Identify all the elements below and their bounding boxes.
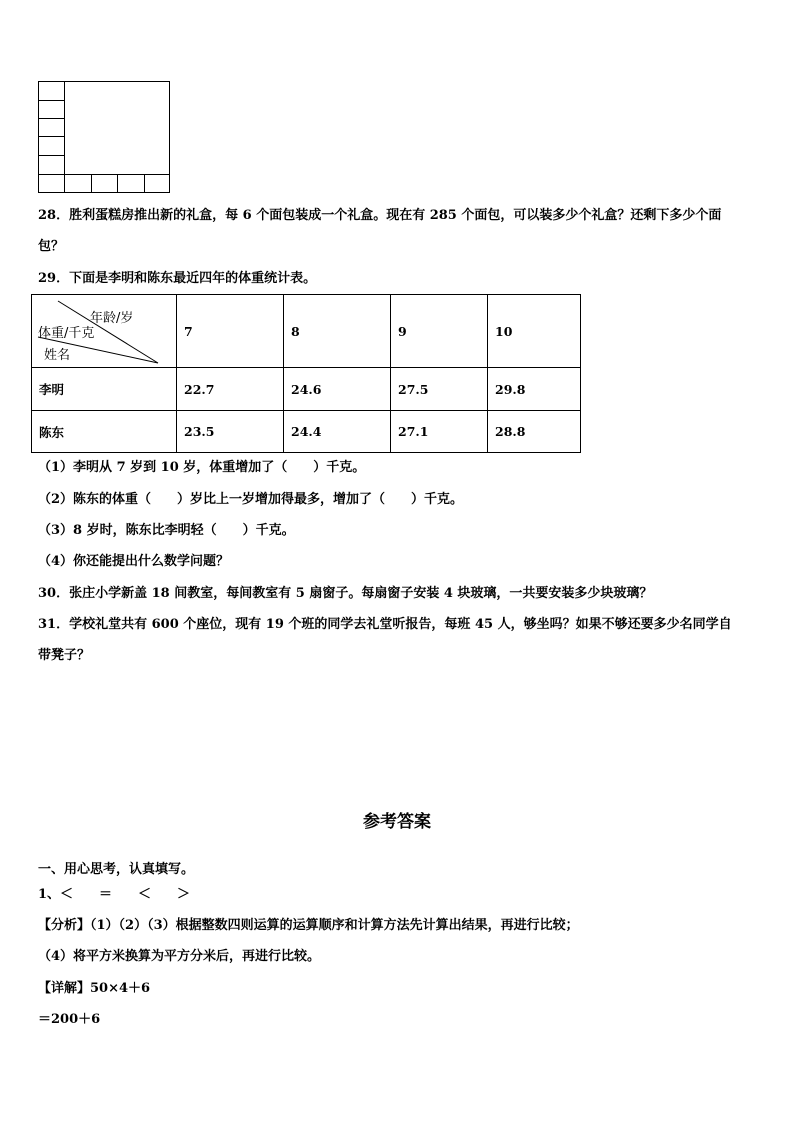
grid-line xyxy=(39,100,64,101)
grid-line xyxy=(39,174,170,175)
diagonal-header-cell xyxy=(32,295,177,368)
table-cell: 27.5 xyxy=(391,368,488,411)
question-31-line-1: 31．学校礼堂共有 600 个座位，现有 19 个班的同学去礼堂听报告，每班 45 人，够坐吗？如果不够还要多少名同学自 xyxy=(38,617,732,632)
grid-line xyxy=(64,82,65,193)
grid-figure xyxy=(38,81,170,193)
age-header-cell: 9 xyxy=(391,295,488,368)
answer-analysis-1: 【分析】（1）（2）（3）根据整数四则运算的运算顺序和计算方法先计算出结果，再进行比较； xyxy=(38,918,579,933)
answer-1: 1、＜ ＝ ＜ ＞ xyxy=(38,887,191,902)
question-28-line-2: 包？ xyxy=(38,239,65,254)
table-cell: 22.7 xyxy=(177,368,284,411)
table-row xyxy=(32,368,581,411)
question-29-sub-3: （3）8 岁时，陈东比李明轻（ ）千克。 xyxy=(38,523,295,538)
answer-detail: 【详解】50×4＋6 xyxy=(38,981,151,996)
grid-line xyxy=(39,155,64,156)
question-29-intro: 29．下面是李明和陈东最近四年的体重统计表。 xyxy=(38,271,317,286)
question-29-sub-2: （2）陈东的体重（ ）岁比上一岁增加得最多，增加了（ ）千克。 xyxy=(38,492,464,507)
age-header-cell: 7 xyxy=(177,295,284,368)
answer-analysis-2: （4）将平方米换算为平方分米后，再进行比较。 xyxy=(38,949,321,964)
header-weight-label: 体重/千克 xyxy=(38,326,95,341)
table-cell: 28.8 xyxy=(488,411,581,453)
grid-line xyxy=(117,174,118,193)
answer-step: ＝200＋6 xyxy=(38,1012,101,1027)
answers-title: 参考答案 xyxy=(363,812,431,832)
question-29-sub-1: （1）李明从 7 岁到 10 岁，体重增加了（ ）千克。 xyxy=(38,460,366,475)
age-header-cell: 10 xyxy=(488,295,581,368)
table-cell: 24.6 xyxy=(284,368,391,411)
row-name-cell: 陈东 xyxy=(32,411,177,453)
header-age-label: 年龄/岁 xyxy=(90,311,134,326)
table-cell: 27.1 xyxy=(391,411,488,453)
table-row xyxy=(32,411,581,453)
row-name-cell: 李明 xyxy=(32,368,177,411)
question-28-line-1: 28．胜利蛋糕房推出新的礼盒，每 6 个面包装成一个礼盒。现在有 285 个面包，可以装多少个礼盒？还剩下多少个面 xyxy=(38,208,722,223)
grid-line xyxy=(91,174,92,193)
grid-line xyxy=(144,174,145,193)
grid-line xyxy=(39,118,64,119)
header-name-label: 姓名 xyxy=(44,348,71,363)
table-cell: 23.5 xyxy=(177,411,284,453)
weight-table xyxy=(31,294,581,453)
grid-line xyxy=(39,136,64,137)
table-header-row xyxy=(32,295,581,368)
answers-section-1: 一、用心思考，认真填写。 xyxy=(38,862,195,877)
question-30: 30．张庄小学新盖 18 间教室，每间教室有 5 扇窗子。每扇窗子安装 4 块玻璃，一共要安装多少块玻璃？ xyxy=(38,586,653,601)
table-cell: 29.8 xyxy=(488,368,581,411)
question-31-line-2: 带凳子？ xyxy=(38,648,91,663)
age-header-cell: 8 xyxy=(284,295,391,368)
question-29-sub-4: （4）你还能提出什么数学问题？ xyxy=(38,554,230,569)
table-cell: 24.4 xyxy=(284,411,391,453)
